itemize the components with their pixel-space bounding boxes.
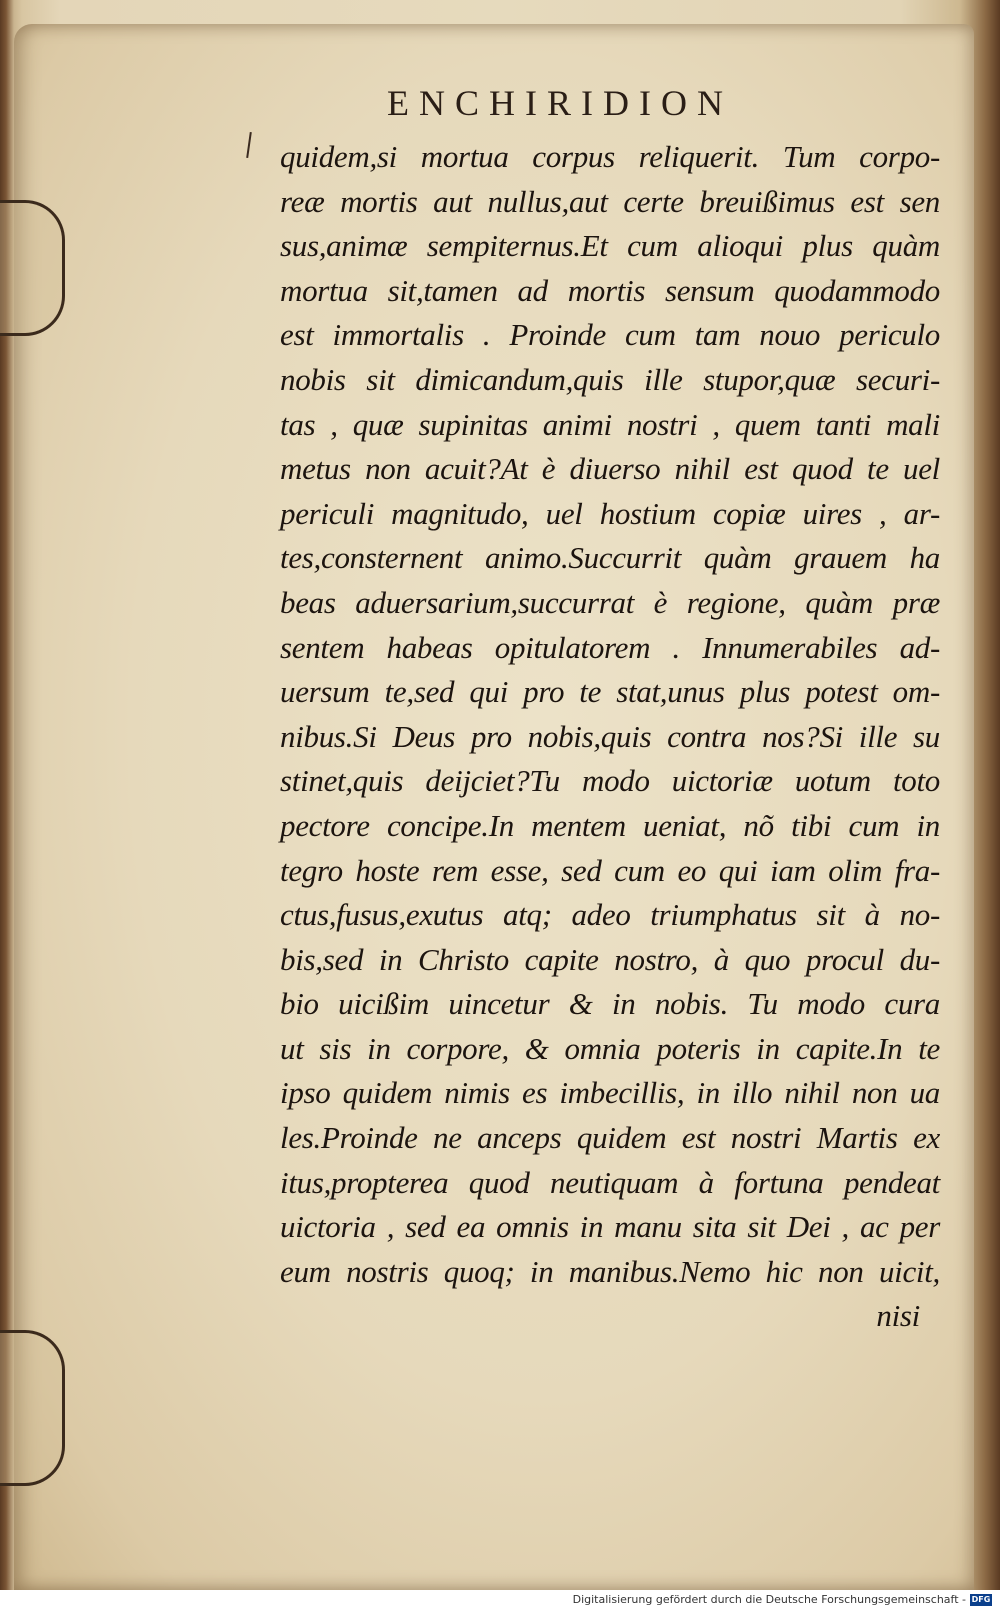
text-line	[280, 1161, 940, 1206]
text-line	[280, 536, 940, 581]
text-line-content: ctus,fusus,exutus atq; adeo triumphatus sit à no-	[280, 897, 940, 933]
text-line	[280, 492, 940, 537]
text-line	[280, 1116, 940, 1161]
text-line	[280, 670, 940, 715]
text-line	[280, 224, 940, 269]
dfg-logo: DFG	[971, 1595, 991, 1604]
text-line-content: nisi	[876, 1298, 920, 1334]
text-line-content: les.Proinde ne anceps quidem est nostri Martis ex	[280, 1120, 940, 1156]
text-line	[280, 938, 940, 983]
text-line-content: beas aduersarium,succurrat è regione, quàm præ	[280, 584, 940, 620]
text-line	[280, 180, 940, 225]
text-line	[280, 447, 940, 492]
text-line-content: bio uicißim uincetur & in nobis. Tu modo cura	[280, 986, 940, 1022]
text-line-content: est immortalis . Proinde cum tam nouo periculo	[280, 317, 940, 353]
text-line	[280, 1250, 940, 1295]
text-line-content: uersum te,sed qui pro te stat,unus plus potest om-	[280, 674, 940, 710]
text-line-content: tas , quæ supinitas animi nostri , quem tanti mali	[280, 406, 940, 442]
text-line-content: tegro hoste rem esse, sed cum eo qui iam olim fra-	[280, 852, 940, 888]
text-line-content: reæ mortis aut nullus,aut certe breuißimus est sen	[280, 183, 940, 219]
text-line-content: ut sis in corpore, & omnia poteris in capite.In te	[280, 1030, 940, 1066]
text-line	[280, 1294, 940, 1339]
binding-clip-top	[0, 200, 65, 336]
digitization-credit: Digitalisierung gefördert durch die Deutsche Forschungsgemeinschaft -	[572, 1593, 966, 1606]
text-line-content: sus,animæ sempiternus.Et cum alioqui plus quàm	[280, 228, 940, 264]
text-line-content: stinet,quis deijciet?Tu modo uictoriæ uotum toto	[280, 763, 940, 799]
text-line-content: periculi magnitudo, uel hostium copiæ uires , ar-	[280, 495, 940, 531]
text-line	[280, 1071, 940, 1116]
text-line-content: metus non acuit?At è diuerso nihil est quod te uel	[280, 451, 940, 487]
text-line-content: eum nostris quoq; in manibus.Nemo hic non uicit,	[280, 1253, 940, 1289]
text-line	[280, 269, 940, 314]
text-line-content: itus,propterea quod neutiquam à fortuna pendeat	[280, 1164, 940, 1200]
text-line	[280, 358, 940, 403]
text-line	[280, 403, 940, 448]
text-line-content: sentem habeas opitulatorem . Innumerabiles ad-	[280, 629, 940, 665]
text-line	[280, 1205, 940, 1250]
text-line-content: tes,consternent animo.Succurrit quàm grauem ha	[280, 540, 940, 576]
text-line	[280, 1027, 940, 1072]
text-line	[280, 849, 940, 894]
text-line-content: ipso quidem nimis es imbecillis, in illo nihil non ua	[280, 1075, 940, 1111]
text-line-content: uictoria , sed ea omnis in manu sita sit Dei , ac per	[280, 1209, 940, 1245]
text-line-content: nobis sit dimicandum,quis ille stupor,quæ securi-	[280, 361, 940, 397]
text-line	[280, 313, 940, 358]
text-line	[280, 982, 940, 1027]
text-line	[280, 759, 940, 804]
text-line	[280, 581, 940, 626]
binding-clip-bottom	[0, 1330, 65, 1486]
text-line	[280, 893, 940, 938]
text-line-content: quidem,si mortua corpus reliquerit. Tum corpo-	[280, 139, 940, 174]
running-header: ENCHIRIDION	[387, 83, 733, 123]
text-line-content: bis,sed in Christo capite nostro, à quo procul du-	[280, 941, 940, 977]
text-line	[280, 135, 940, 180]
text-line	[280, 804, 940, 849]
text-line	[280, 715, 940, 760]
text-line-content: pectore concipe.In mentem ueniat, nõ tibi cum in	[280, 807, 940, 843]
text-line-content: mortua sit,tamen ad mortis sensum quodammodo	[280, 272, 940, 308]
body-text	[280, 135, 940, 1339]
text-line	[280, 626, 940, 671]
text-line-content: nibus.Si Deus pro nobis,quis contra nos?Si ille su	[280, 718, 940, 754]
